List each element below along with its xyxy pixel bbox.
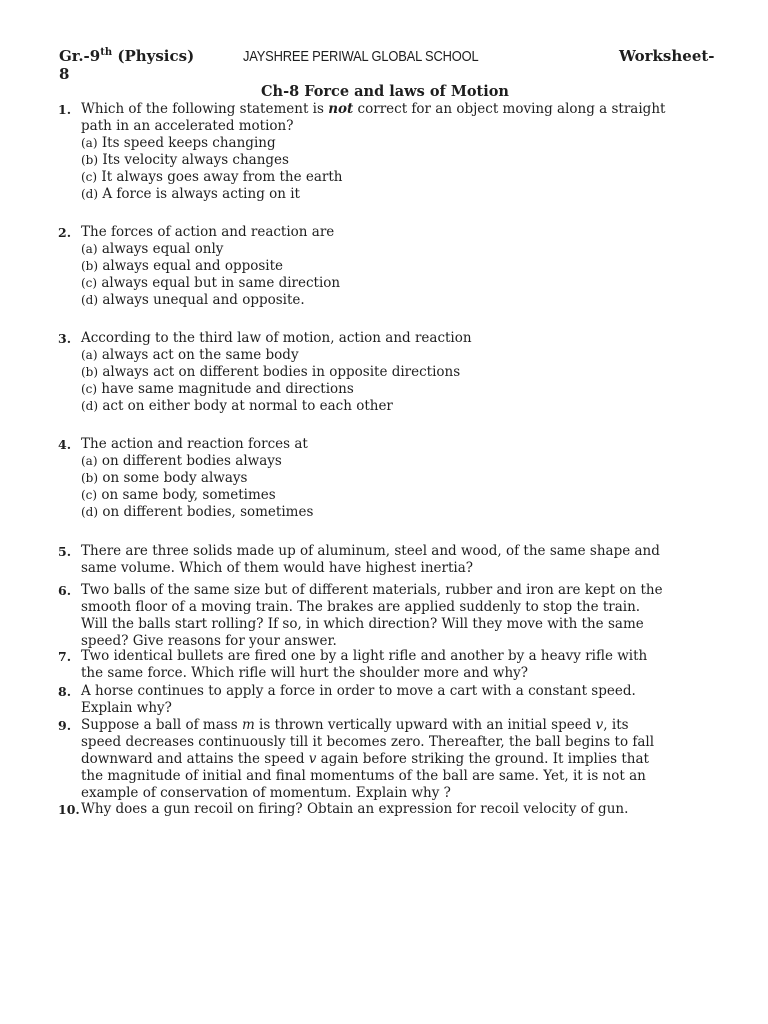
option-a: (a) always equal only bbox=[81, 241, 224, 257]
question-9 bbox=[58, 717, 668, 802]
question-text: Two balls of the same size but of different materials, rubber and iron are kept on the smooth floor of a moving train. The brakes are applied suddenly to stop the train. Will the balls start rolling? If so, in which direction? Will they move with the same speed? Give reasons for your answer. bbox=[81, 582, 663, 649]
question-number: 8. bbox=[58, 684, 72, 699]
question-2 bbox=[58, 224, 668, 309]
option-a: (a) always act on the same body bbox=[81, 347, 299, 363]
option-d: (d) A force is always acting on it bbox=[81, 186, 300, 202]
worksheet-label: Worksheet- bbox=[619, 47, 715, 65]
option-c: (c) have same magnitude and directions bbox=[81, 381, 354, 397]
chapter-title: Ch-8 Force and laws of Motion bbox=[261, 83, 509, 100]
question-1 bbox=[58, 101, 668, 203]
question-number: 7. bbox=[58, 649, 72, 664]
option-c: (c) always equal but in same direction bbox=[81, 275, 341, 291]
question-6 bbox=[58, 582, 668, 650]
question-text: There are three solids made up of aluminum, steel and wood, of the same shape and same volume. Which of them would have highest inertia? bbox=[81, 543, 660, 576]
option-d: (d) act on either body at normal to each other bbox=[81, 398, 393, 414]
question-10 bbox=[58, 801, 668, 818]
option-b: (b) Its velocity always changes bbox=[81, 152, 289, 168]
option-b: (b) always act on different bodies in opposite directions bbox=[81, 364, 461, 380]
question-number: 6. bbox=[58, 583, 72, 598]
question-4 bbox=[58, 436, 668, 521]
question-text: Which of the following statement is not correct for an object moving along a straight path in an accelerated motion? bbox=[81, 101, 666, 134]
question-8 bbox=[58, 683, 668, 717]
grade-label: Gr.-9th (Physics) bbox=[59, 47, 195, 65]
question-text: Suppose a ball of mass m is thrown vertically upward with an initial speed v, its speed decreases continuously till it becomes zero. Thereafter, the ball begins to fall downward and attains the speed v again before striking the ground. It implies that the magnitude of initial and final momentums of the ball are same. Yet, it is not an example of conservation of momentum. Explain why ? bbox=[81, 717, 655, 801]
question-number: 1. bbox=[58, 102, 72, 117]
question-number: 5. bbox=[58, 544, 72, 559]
question-number: 4. bbox=[58, 437, 72, 452]
question-text: According to the third law of motion, action and reaction bbox=[81, 330, 472, 346]
option-c: (c) on same body, sometimes bbox=[81, 487, 276, 503]
question-text: A horse continues to apply a force in order to move a cart with a constant speed. Explain why? bbox=[81, 683, 636, 716]
question-7 bbox=[58, 648, 668, 682]
question-text: Why does a gun recoil on firing? Obtain an expression for recoil velocity of gun. bbox=[81, 801, 629, 817]
option-a: (a) on different bodies always bbox=[81, 453, 282, 469]
option-d: (d) on different bodies, sometimes bbox=[81, 504, 314, 520]
question-number: 9. bbox=[58, 718, 72, 733]
question-text: Two identical bullets are fired one by a light rifle and another by a heavy rifle with the same force. Which rifle will hurt the shoulder more and why? bbox=[81, 648, 648, 681]
question-3 bbox=[58, 330, 668, 415]
question-number: 3. bbox=[58, 331, 72, 346]
question-5 bbox=[58, 543, 668, 577]
school-name: JAYSHREE PERIWAL GLOBAL SCHOOL bbox=[243, 48, 479, 65]
option-b: (b) on some body always bbox=[81, 470, 248, 486]
option-a: (a) Its speed keeps changing bbox=[81, 135, 276, 151]
question-text: The action and reaction forces at bbox=[81, 436, 308, 452]
question-number: 2. bbox=[58, 225, 72, 240]
option-c: (c) It always goes away from the earth bbox=[81, 169, 343, 185]
worksheet-number: 8 bbox=[59, 65, 70, 83]
option-b: (b) always equal and opposite bbox=[81, 258, 284, 274]
option-d: (d) always unequal and opposite. bbox=[81, 292, 305, 308]
question-number: 10. bbox=[58, 802, 80, 817]
question-text: The forces of action and reaction are bbox=[81, 224, 335, 240]
